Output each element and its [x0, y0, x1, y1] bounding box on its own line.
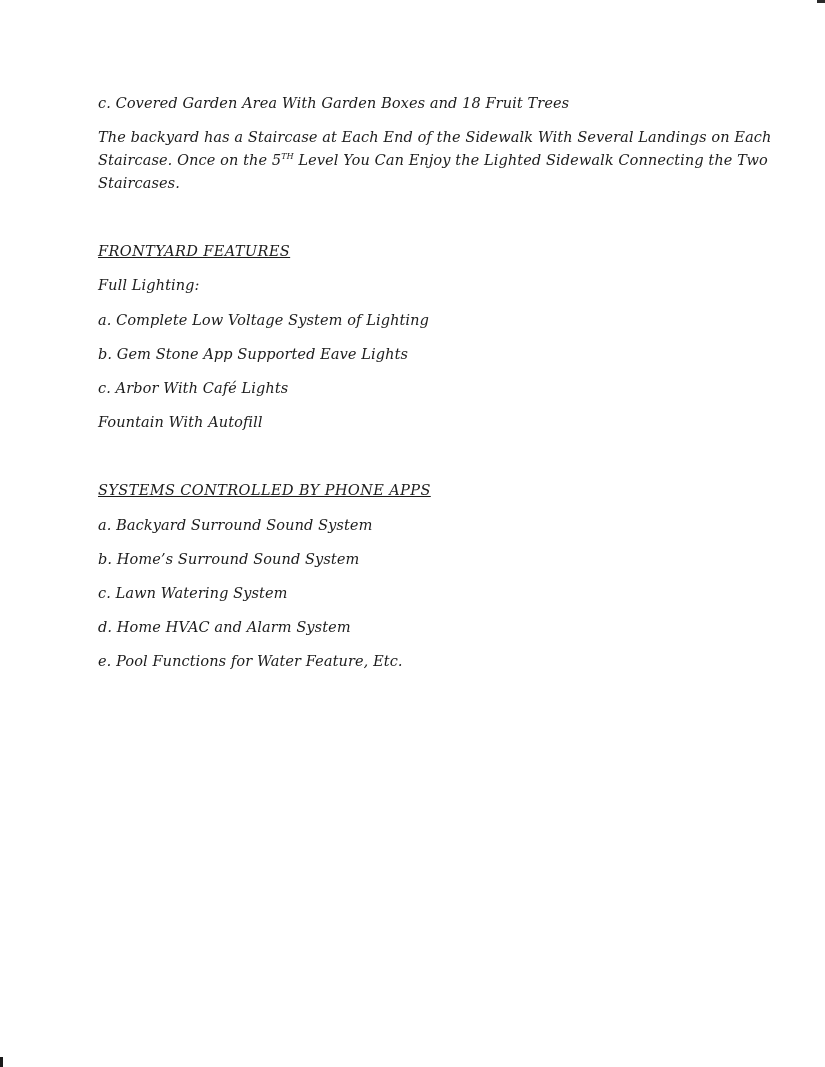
garden-area-line: c. Covered Garden Area With Garden Boxes and 18 Fruit Trees — [98, 96, 570, 112]
staircase-line-2-start: Staircase. Once on the 5 — [98, 153, 282, 169]
systems-item-lawn-watering: c. Lawn Watering System — [98, 586, 288, 602]
scan-edge-mark-bottom — [0, 1057, 3, 1067]
staircase-paragraph-line-2 — [98, 151, 768, 171]
systems-item-pool-functions: e. Pool Functions for Water Feature, Etc. — [98, 654, 403, 670]
staircase-paragraph-line-3: Staircases. — [98, 176, 180, 192]
systems-item-backyard-sound: a. Backyard Surround Sound System — [98, 518, 373, 534]
staircase-paragraph-line-1: The backyard has a Staircase at Each End of the Sidewalk With Several Landings on Each — [98, 130, 772, 146]
staircase-line-2-end: Level You Can Enjoy the Lighted Sidewalk Connecting the Two — [293, 153, 768, 169]
systems-heading: SYSTEMS CONTROLLED BY PHONE APPS — [98, 483, 431, 499]
frontyard-item-low-voltage: a. Complete Low Voltage System of Lighting — [98, 313, 429, 329]
scan-edge-mark-top — [817, 0, 825, 3]
ordinal-superscript: TH — [281, 152, 294, 162]
fountain-line: Fountain With Autofill — [98, 415, 263, 431]
full-lighting-label: Full Lighting: — [98, 278, 200, 294]
frontyard-features-heading: FRONTYARD FEATURES — [98, 244, 291, 260]
systems-item-hvac-alarm: d. Home HVAC and Alarm System — [98, 620, 351, 636]
systems-item-home-sound: b. Home’s Surround Sound System — [98, 552, 360, 568]
frontyard-item-eave-lights: b. Gem Stone App Supported Eave Lights — [98, 347, 409, 363]
frontyard-item-arbor: c. Arbor With Café Lights — [98, 381, 289, 397]
